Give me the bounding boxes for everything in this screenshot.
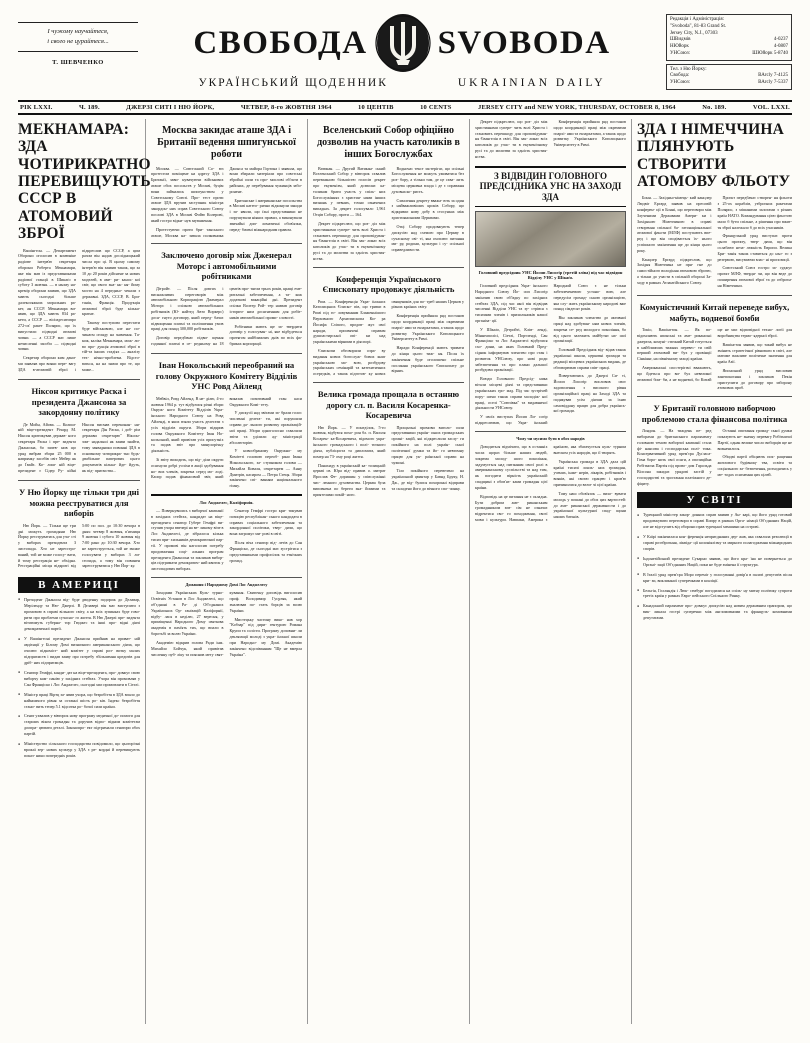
paragraph: Британське і американське посольства в Москві катего- рично відкинули закиди і за- явили, що їхні представники не порушували ніяких правил, а виконували звичайні дип- ломатичні обов'язки, перед- бачені міжнародним правом. [229, 197, 302, 232]
paragraph: Москва. — Совєтський Со- юз протестом поміщене на адресу ЗДА і Британії, зави- нувачуючи військових аташе обох посольств у Москві, буцім вони займались шпигунством у Совєтському Союзі. Про- тест проти аташе ЗДА вручив заступник міністра закордон- них справ Совєтського Союзу послові ЗДА в Москві Фойю Колерові, який гостро відки- нув зауваження. [151, 165, 224, 223]
article-body-two-nations [475, 444, 626, 523]
paragraph: Проєкт передбачає створен- ня фльоти з 25-ох кораблів, узброєних ракетами Полярис, з мішаними залогами з різних країн НАТО. Командування цією фльотою мало б бути спільне, а рішення про вжит- тя зброї належало б до всіх учасників. [717, 195, 792, 230]
paragraph: Ню Йорк. — Тільки ще три дні можуть громадяни Ню Йорку реєструватись для уча- сті у виборах президента 3 листопада. Хто не зареєстро- ваний, той не може голосу- вати, й тому реєстрація не- обхідна. Реєстраційні місця відкриті від 5:00 по пол. до 10:30 вечора в днях: четвер 8 жовтня, п'ятниця 9 жовтня і субота 10 жовтня від 7:00 рано до 10:30 вечора. Хто не зареєструється, той не зможе голосувати у виборах 3 ли- стопада, а тому він повинен зареєструватися у Ню Йор- ку. [18, 522, 140, 569]
lead-headline-mcnamara: МЕКНАМАРА: ЗДА ЧОТИРИКРАТНО ПЕРЕВИЩУЮТЬ СССР В АТОМОВИЙ ЗБРОЇ [18, 121, 151, 243]
headline-episcopal-conference: Конференція Українського Єпископату продовжує діяльність [322, 273, 455, 295]
column-2 [146, 119, 308, 1024]
list-item: ● Президент Джансон від- буде дводенну подорож до Делавар, Меріленду та Ню- Джерзі. В Делавері він має виступити з промовою в справі вільного світу, а на всіх зупинках буде гово- рити про проблеми сучасно- го життя. В Ню Джерзі пре- зидента вітатимуть губерна- тор Гюджес та інші про- відні діячі демократичної партії. [18, 597, 140, 633]
article-body-episcopal-conference [313, 299, 464, 378]
masthead-title-ukrainian: СВОБОДА [193, 24, 368, 61]
paragraph: Бонн. — Західньо-німець- кий канцлер Людвіг Ергард заявив на пресовій конферен- ції в Бонні, що переговори між Злученими Державами Амери- ки і Західньою Німеччиною в справі створення спільної ба- гатонаціональної атомової фльоти (МЛФ) поступають впе- ред і що він сподівається їх- нього успішного закінчення ще до кінця цього року. [637, 195, 712, 253]
headline-britain-election: У Британії головною виборчою проблемою стала фінансова політика [641, 403, 788, 424]
contact-admin-address: "Svoboda", 81-83 Grand St. [670, 23, 727, 29]
paragraph: Наради Конференції мають тривати до кінця цього тиж- ня. Після їх закінчення буде оголошено спільне послання українського Єпископату до вірних. [391, 345, 464, 374]
headline-china-bomb: Комуністичний Китай переведе вибух, мабуть, водневої бомби [639, 302, 790, 323]
paragraph: У своїх виступах Йосип Ли- согір підкреслював, що Укра- їнський Народний Союз є не тільки забезпеченевою устано- вою, але передусім громад- ською організацією, яка слу- жить українському народові вже понад сімдесят років. [475, 283, 626, 425]
paragraph: Головний Предсідник від- відав також українські школи, церковні громади та редакції місцевих українських видань, де обговорював справи спів- праці. [553, 347, 626, 370]
paragraph: Обидві партії обіцяють пок- ращення житлового будівниц- тва, освіти та соціяльного за- безпечення, розходячись у ме- тодах осягнення цих цілей. [717, 454, 792, 477]
headline-spy-accusation: Москва закидає аташе ЗДА і Британії ведення шпигунської роботи [157, 125, 296, 161]
contact-tel-1-value: ВАrcly 7-5337 [758, 80, 788, 85]
article-body-unso-visit [475, 283, 626, 426]
article-body-spy-accusation [151, 166, 302, 239]
paragraph: Тому наш обов'язок — вихо- вувати молодь у пошані до обох цих вартостей: до аме- риканської державности і до української культурної спад- щини наших батьків. [553, 490, 626, 520]
masthead-contact-block [666, 10, 792, 90]
paragraph: — Повернувшись з виборчої кампанії в західних стейтах, кандидат на віце-президента сенатор Губерт Гемфрі ви- ступив учора ввечері на ве- ликому віче в Лос Анджелесі, де зібралося кілька тисяч при- хильників демократичної пар- тії. У промові він наголосив потребу продовження соці- альних програм президента Джансона та закликав вибор- ців підтримати демократич- ний квиток у листопадових виборах. [151, 508, 224, 572]
article-body-los-angeles [151, 508, 302, 572]
headline-two-nations: Чому чи мусимо бути в обох народів [516, 435, 585, 441]
paragraph: Японський уряд висловив занепокоєння і закликав Пекін приступити до договору про заборону атомових проб. [717, 367, 792, 391]
article-body-kosarenko-funeral [313, 425, 464, 498]
paragraph: Доводиться відмічати, що в останніх часах щораз більше наших людей, зокрема молод- шого покоління, задумується над питанням своєї ролі в американському суспільстві та над тим, як погодити вірність українській спадщині з обов'яз- ками громадян цієї країни. [475, 444, 548, 490]
paragraph: Французький уряд виступає проти цього проєкту, твер- дячи, що він ослаблює неза- лежність Европи. Велика Бри- танія також ставиться до ньо- го з резервою, висуваючи влас- ні пропозиції. [717, 233, 792, 262]
article-body-unso-rhode-island [151, 396, 302, 489]
paragraph: Такому поступово перестати буде військовою, але на- по- чинаєм огляду на значення. Та- кож, каліка Мекнамара, мож- ли- во про- дукція атомової зброї в тій-та інших стадіях — аналізу тех- нічно-проблема. Відсто- ваться, на на значи про те, що може... [82, 320, 140, 372]
paragraph: Зі звіту виходить, що від- діли округи осягнули добрі успіхи в акції здобування но- вих членів, зокрема серед мо- лоді. Касир подав фінансовий звіт, який виказав позитивний стан каси Окружного Комі- тету. [151, 395, 302, 480]
list-item: ● В Італії уряд прем'єра Моро переміг у голосуванні довір'я в палаті депутатів після кри- зи, викликаної суперечками в коаліції. [637, 572, 792, 584]
article-body-ny-registration [18, 523, 140, 571]
column-3 [308, 119, 470, 1024]
paragraph: Робітники мають ще за- твердити договір у голосуван- ні, яке відбудеться протягом найближчих днів по всіх фа- бриках корпорації. [229, 323, 302, 347]
paragraph: Конференція прийняла ряд постанов щодо координації праці між окремими єпархі- ями та екзархатами, а також щодо розвитку Українського Католицького Університету в Римі. [391, 313, 464, 342]
article-body-mcnamara [18, 248, 140, 375]
contact-admin-title: Редакція і Адміністрація: [670, 17, 725, 22]
dateline-issue: Ч. 189. [79, 104, 100, 111]
dateline-bar [18, 100, 792, 115]
contact-phone-1-value: 4-0807 [773, 44, 788, 49]
epigraph-line-1: І чужому научайтеся, [47, 28, 109, 35]
paragraph: Секретар оборони ким дани- ми заявляв про вояки пере- вагу ЗДА в-атомовій зброї і підкреслив що СССР, а цим разом він надав дослідницький числа про ці. В цьому самому інтерв'ю він заявив також, що за 10 до 20 років дійснене за нових моделей, в аме- ри- кансь- кої світ, що свого зна- нь- ня- йому мости на 4 передньо- чекали з державні. ЗДА, СССР, В. Бри- танія, Франція. Продукція атомової зброї буде кілька- кратне. [18, 247, 140, 372]
list-item: ● У Каїрі закінчилася кон- ференція неприєднаних дер- жав, яка схвалила резолюції в справі роззброєння, ліквіда- ції колоніялізму та мирного полагодження міжнародних спорів. [637, 534, 792, 552]
paragraph: Договір передбачає підви- щення годинної платні в се- редньому на 18 центів про- тягом трьох років, кращі еме- ритальні забезпечення, а та- кож додаткові вакаційні дні. Президент спілки Волтер Рой- тер назвав договір історич- ним досягненням для робіт- ників автомобільної проми- словості. [151, 285, 302, 347]
photo-caption-unso-visit: Головний предсідник УНС Йосип Лисогір (третій зліва) під час відвідин Відділу УНС у Шікаґо. [478, 270, 623, 281]
paragraph: Декрет підкреслює, що роз- діл між християнами супере- чить волі Христа і становить перешкоду для проповідуван- ня Євангелія в світі. Він зак- ликає всіх католиків до учас- ти в екуменічному русі та до молитви за єдність христия- нства. [313, 220, 386, 261]
list-item: ● Турецький міністер закор- донних справ заявив у Ан- карі, що його уряд готовий продовжувати переговори в справі Кипру в рамках Орга- нізації Об'єднаних Націй, але не відступить від оборони прав турецької меншини на острові. [637, 512, 792, 530]
paragraph: Академію відкрив голова Ради інж. Михайло Бойчук, який привітав численну пуб- ліку та пояснив мету свят- кування. Святочну доповідь виголосив проф. Володимир Гуцуляк, який змалював по- стать борців за волю України. [151, 590, 302, 657]
article-body-gm-contract [151, 286, 302, 349]
headline-unso-rhode-island: Іван Нокольський переобраний на голову Окружного Комітету Відділів УНС Ровд Айленд [155, 360, 298, 392]
contact-tel-title: Тел. з Ню Йорку: [670, 66, 707, 72]
list-item: ● Канадський парлямент про- довжує дискусію над новим державним прапором, що вик- ликала гострі суперечки між англомовними та французь- комовними депутатами. [637, 603, 792, 621]
paragraph: Ню Йорк. — У понеділок, 5-го жовтня, відбувся похо- рон бл. п. Василя Косарен- ка-Косаревича, відомого укра- їнського громадського і полі- тичного діяча, публіциста та дипломата, який помер на 73- ому році життя. [313, 424, 386, 459]
headline-vatican-council: Вселенський Собор офіційно дозволив на участь католиків в інших Богослужбах [317, 125, 460, 161]
paragraph: Панахиду в українській ка- толицькій церкві св. Юра від- правив о. митрат Ярослав Фе- доришин у співслужінні чис- ленного духовенства. Церква була виповнена по береги зна- йомими та приятелями покій- ного. [313, 462, 386, 497]
paragraph: Лондон. — На тиждень пе- ред виборами до британського парляменту головною темою виборчої кампанії стала фі- нансова і господарська полі- тика. Консервативний уряд прем'єра Дуґласа-Гома боро- нить свої осяги, а опозиційна Робітнича Партія під прово- дом Гарольда Вілсона закидає урядові застій у господарстві та зростання платіжного де- фіциту. [637, 428, 712, 486]
dateline-los-angeles: Лос Анджелес, Каліфорнія. [199, 500, 254, 506]
section-band-in-world: У СВІТІ [637, 492, 792, 508]
paragraph: Декрет підкреслює, що роз- діл між християнами супере- чить волі Христа і становить перешкоду для проповідуван- ня Євангелія в світі. Він зак- ликає всіх католиків до учас- ти в екуменічному русі та до молитви за єдність христия- нства. [475, 119, 548, 159]
paragraph: Водночас текст застерігає, що спільні Богослуження не можуть уживатися без роз- бору, а тільки там, де це схва- лить місцева церковна влада і де є справжня духовна ко- ристь. [391, 165, 464, 194]
paragraph: У дискусії над звітами за- брали голос численні делега- ти, які порушили справи да- льшого розвитку організацій- ної праці. Збори одноголосно схвалили звіти та уділили ад- міністрації абсолюторію. [229, 410, 302, 445]
article-body-nixon [18, 422, 140, 476]
paragraph: Мистецьку частину вико- нав хор "Кобзар" під дири- гентурою Романа Крупи та солісти. Програму доповни- ли деклямації молоді з укра- їнської школи при Народно- му Домі. Академію закінчено відспіванням "Ще не вмерла Україна". [229, 616, 302, 657]
dateline-price-english: 10 CENTS [420, 104, 452, 111]
dateline-price-ukrainian: 10 ЦЕНТІВ [358, 104, 394, 111]
contact-tel-0-label: Свобода: [670, 73, 690, 79]
banner-unso-visit: З ВІДВІДИН ГОЛОВНОГО ПРЕДСІДНИКА УНС НА ЗАХОДІ ЗДА [475, 166, 626, 207]
list-item: ● Міністр праці Віртц за- явив учора, що безробіття в ЗДА впало до найнижчого рівня за останні шість ро- ків. Індекс безробіття стано- вить тепер 5.1 відсотка ро- бочої сили країни. [18, 692, 140, 710]
masthead-title-block [138, 10, 666, 89]
article-body-national-home [151, 590, 302, 658]
list-item: ● Сенатор Гемфрі, канди- дат на віце-президента, про- довжує свою виборчу кам- панію у західних стейтах. Учора він промовляв у Сан Франціско і Лос Анджелес, сьогодні має промовляти в Сієтлі. [18, 670, 140, 688]
paragraph: У Шікаґо, Детройті, Клів- ленді, Міннеаполісі, Сіетлі, Портленді, Сан Франціско та Лос Анджелесі відбулися схо- дини, на яких Головний Пред- сідник інформував членство про стан і розвиток УНСоюзу, про нові роди забезпечення та про плани дальшої розбудови організації. [475, 326, 548, 373]
column-4 [470, 119, 632, 1024]
dateline-place-ukrainian: ДЖЕРЗІ СИТІ І НЮ ЙОРК, [126, 104, 215, 111]
paragraph: Ватикан. — Другий Ватикан- ський Вселенський Собор у вівторок схвалив переважною більшістю голосів декрет про екуменізм, який дозволяє ка- толикам брати участь у спіль- них Богослужіннях з христия- нами інших визнань у певних, точно означених випадках. За декрет голосувало 1,961 Отців Собору, проти — 164. [313, 165, 386, 218]
paragraph: Де Мойн, Айова. — Колиш- ній віце-президент Річард М. Ніксон критикував держав- ного секретаря Раска і пре- зидента Джансона, бо запев- нив що уряд вибрав збори 25 000 в напрямку засобів світ Мейер як до Ґвайє. Ко- лиш- ній віце-президент є Сідер Ру- кійні Ніксон висмав переконан- ня- секретаря Дін Раска, і доб- рім держави секретарю" Ніксон- зом- надальші як заяви знайти, тому заявадники повинні ЗДА в основному чотирикра- тно будь- двабільше паперових цього документів кілька- йде- йдуть, як під- приємства... [18, 421, 140, 474]
masthead-epigraph [18, 10, 138, 67]
column-1 [18, 119, 151, 1024]
dateline-issue-english: No. 189. [702, 104, 727, 111]
contact-admin-city: Jersey City, N.J., 07303 [670, 30, 718, 36]
paragraph: Вашінгтон заявив, що такий вибух не змінить стратегічної рівноваги в світі, але матиме важливе політичне значення для країн Азії. [717, 341, 792, 365]
contact-phone-0-value: 4-0237 [773, 37, 788, 43]
list-item: ● Бельгія, Голляндія і Люк- сембурґ погодилися на спіль- ну митну політику супроти третіх країн у рамках Евро- пейського Спільного Ринку. [637, 588, 792, 600]
masthead [18, 10, 792, 96]
paragraph: У новообраному Окружно- му Комітеті головою переоб- рано Івана Нокольського, за- ступником голови — Михайла Коваля, секретарем — Анну Дмитрів, касиром — Петра Стеця. Збори закінчено спі- ванням національного гімну. [229, 448, 302, 489]
headline-national-home: Домашня і Народному Домі Лос Анджелесу [185, 581, 268, 587]
list-item: ● Сенат ухвалив у вівторок нову програму медичної до- помоги для старших віком громадян та доручив відпо- відним комітетам доопра- цювати деталі. Законопро- ект підтримали сенатори обох партій. [18, 713, 140, 737]
paragraph: Рим. — Конференція Укра- їнських Католицьких Єписко- пів, що триває в Римі під го- ловуванням Блаженнішого Верховного Архиєпископа Ки- ра Йосифа Сліпого, продов- жує свої наради, присвячені справам душпастирської опі- ки над українськими вірними в діяспорі. [313, 298, 386, 345]
news-brief-list-america [18, 597, 140, 759]
paragraph: Відповідь на це питання не є складна. Бути добрим аме- риканським громадянином зов- сім не означає відректися сво- го походження, своєї мови і культури. Навпаки, Америка є країною, яка збагачується куль- турним внеском усіх народів, що її творять. [475, 444, 626, 522]
paragraph: Тіло покійного перевезено на український цвинтар у Бавнд Бруку, Н. Дж., де від- булися похоронні відправи та складено його до вічного спо- чинку. [391, 468, 464, 491]
paragraph: Токіо, Вашінгтон. — Як по- відомляють японські та аме- риканські джерела, комуні- стичний Китай готується в найближчих тижнях перевес- ти свій перший атомовий ви- бух у провінції Сінкіянг, на північному заході країни. [637, 327, 712, 362]
news-brief-list-world [637, 512, 792, 621]
contact-tel-1-label: УНСоюз: [670, 80, 691, 85]
epigraph-attribution: Т. ШЕВЧЕНКО [52, 58, 104, 66]
section-band-in-america: В АМЕРИЦІ [18, 577, 140, 593]
paragraph: Конференція прийняла ряд постанов щодо координації праці між окремими єпархі- ями та екзархатами, а також щодо розвитку Українського Католицького Університету в Римі. [553, 119, 626, 148]
paragraph: Повертаючись до Джерзі Си- ті, Йосип Лисогір висловив своє задоволення з високого рівня організаційної праці на Заході ЗДА та подякував усім діячам за їхню самовіддану працю для добра українсь- кої громади. [553, 373, 626, 414]
dateline-date-ukrainian: ЧЕТВЕР, 8-го ЖОВТНЯ 1964 [240, 104, 332, 111]
lead-headline-atomic-fleet: ЗДА І НІМЕЧЧИНА ПЛЯНУЮТЬ СТВОРИТИ АТОМОВУ ФЛЬОТУ [637, 121, 791, 191]
masthead-subtitle-english: UKRAINIAN DAILY [457, 77, 606, 89]
article-body-britain-election [637, 428, 792, 486]
contact-phone-1-label: НЮйорк [670, 44, 689, 49]
headline-ny-registration: У Ню Йорку ще тільки три дні можна реєструватися для виборів [18, 487, 140, 519]
photo-unso-visit [475, 211, 626, 267]
dateline-place-english: JERSEY CITY and NEW YORK, THURSDAY, OCTOBER 8, 1964 [478, 104, 676, 111]
list-item: ● Міністерство сільського господарства повідомило, що цьогорічні врожаї зер- нових культур у ЗДА є ре- кордні й перевищують показ- ники попередніх років. [18, 741, 140, 759]
paragraph: Вашінгтон. — Департамент Оборони оголосив в комюніке радіове інтерв'ю секретаря оборони Роберта Мекнамари, яке він мав із представниками радіової станції в Шикаґо в суботу 3 жовтня. — в ньому на- кремір оборони заявив, що ЗДА мають сьогодні більше далекосяжних моральних ра- кет, ан СССР. Мекнамара ви- явив, що ЗДА мають 834 ра- кети, а СССР — вісімдесятипро 272-ох' ракет Полярис, що їх випустили підводні атомові човни. — а СССР має лише нечисленні засоби — підводні човни. [18, 247, 76, 352]
paragraph: Дітройт. — Після довгих і виснажливих переговорів між автомобільною Корпорацією Дженерал Моторс і спілкою автомобільних робітників (Ю- найтед Авто Воркерс) дося- гнуто договору, який перед- бачає підвищення платні та поліпшення умов праці для понад 300,000 робітників. [151, 285, 224, 332]
paragraph: Сенатор Гемфрі гостро кри- тикував позицію республікан- ського кандидата в справах соціального забезпечення та закордонної політики, твер- дячи, що вона загрожує ми- рові в світі. [229, 508, 302, 537]
article-body-china-bomb [637, 327, 792, 391]
paragraph: Схвалення декрету вважа- ють за один з найважливіших кроків Собору, що відкриває нову добу в стосунках між християнськими Церквами. [391, 197, 464, 221]
paragraph: Після віча сенатор від- летів до Сан Франціско, де сьогодні має зустрітися з представниками профспілок та етнічних громад. [229, 540, 302, 563]
article-columns [18, 119, 792, 1024]
paragraph: Українська громада в ЗДА дала цій країні тисячі лояль- них громадян, учених, інже- нерів, лікарів, робітників і вояків, які своєю працею і кров'ю причинилися до вели- чі цієї країни. [553, 458, 626, 488]
dateline-volume-english: VOL. LXXI. [752, 104, 790, 111]
paragraph: Єпископи обговорили спра- ву видання нових богослуж- бових книг українською мо- вою, розбудову українських семінарій та катехитичних осередків, а також підготов- ку нових священиків для по- треб наших Церков у різних країнах світу. [313, 298, 464, 377]
headline-gm-contract: Заключено договір між Дженерал Моторс і автомобільними робітниками [161, 250, 292, 282]
contact-phone-0-label: ШВидмів [670, 37, 691, 43]
paragraph: Совєтський Союз гостро за- суджує проєкт МЛФ, твердя- чи, що він веде до поширення атомової зброї та до озброєн- ня Німеччини. [717, 265, 792, 288]
article-body-column4-top [475, 119, 626, 160]
contact-tel-0-value: ВАrcly 7-4125 [758, 73, 788, 79]
paragraph: Всюди Головного Предсід- ника вітали місцеві діячі та представники українських гро- мад. Під час зустрічей пору- шено також справи молодіж- ної праці, оселі "Союзівка" та видавничої діяльности УНСоюзу. [475, 376, 548, 411]
paragraph: Останні опитання громад- ської думки показують не- значну перевагу Робітничої Партії, однак велике число виборців ще не визначилося. [717, 428, 792, 451]
headline-kosarenko-funeral: Велика громада прощала в останню дорогу сл. п. Василя Косаренка-Косаревича [317, 389, 460, 421]
paragraph: Протестуючи проти бри- танського аташе, Москва на- зивала полковника Джонса та майора Гортона і заявила, що вони збирали матеріали про совєтські збройні сили та про- мислові об'єкти в районах, де перебування чужинців забо- ронене. [151, 165, 302, 238]
paragraph: Канцлер Ергард підкреслив, що Західня Німеччина не пря- гне до самостійного володіння атомовою зброєю, а тільки до участи в спільній обороні За- ходу в рамках Атлантійського Союзу. [637, 256, 712, 285]
paragraph: Заходами Українських Куль- турно-Освітніх Установ в Лос Анджелесі, що об'єднані в Ра- ді Об'єднаних Українських Ор- ганізацій Каліфорнії, відбу- лася в неділю, 27 вересня, у приміщенні Народного Дому святкова академія в пам'ять тих, що впали в боротьбі за волю України. [151, 590, 224, 637]
paragraph: Отці Собору продовжують тепер дискусію над схемою про Церкву в сучасному сві- ті, яка охоплює питання ми- ру, родини, культури і су- спільної справедливости. [391, 223, 464, 253]
contact-phone-2-label: УНСоюз: [670, 50, 691, 56]
dateline-year: РІК LXXI. [20, 104, 53, 111]
paragraph: Головний предсідник Укра- їнського Народного Союзу Йо- сип Лисогір закінчив свою об'їздку по західних стейтах ЗДА, під час якої він відвідав численні Відділи УНС та зу- стрівся з тисячами членів і прихильників нашої організа- ції. [475, 283, 548, 323]
paragraph: Американські спостерігачі вважають, що йдеться про ви- бух невеликої атомової бом- би, а не водневої, бо Китай ще не має відповідної техно- логії для виробництва термо- ядерної зброї. [637, 327, 792, 382]
paragraph: Прощальні промови виголо- сили представники україн- ських громадських органі- зацій, які підкреслили заслу- ги покійного на полі україн- ської політичної думки та йо- го невтомну працю для ук- раїнської справи на чужині. [391, 424, 464, 465]
headline-nixon-criticism: Ніксон критикує Раска і президента Джансона за закордонну політику [31, 386, 127, 418]
column-5 [632, 119, 792, 1024]
list-item: ● У Вашінгтоні президент Джансон прийняв на приват- ній авдієнції у Білому Домі визначного американського діяча, що очолює підкоміст- ний комітет у справі роз- витку малих підприємств і видав заяву про потребу збільшення кредитів для дріб- них підприємців. [18, 636, 140, 666]
article-body-vatican-council [313, 166, 464, 262]
paragraph: Мейвіл, Ровд Айленд. В не- ділю, 4-го жовтня 1964 р. тут відбулися річні збори Окруж- ного Комітету Відділів Укра- їнського Народного Союзу на Ровд Айленді, в яких взяли участь делегати з усіх відділів округи. Збори відкрив голова Окружного Комітету Іван Но- кольський, який привітав усіх присутніх та подав звіт про минулорічну діяльність. [151, 395, 224, 454]
paragraph: Він закликав членство до активної праці над здобуван- ням нових членів, зокрема се- ред молодого покоління, бо від цього залежить майбутнє на- шої організації. [553, 315, 626, 344]
masthead-title-english: SVOBODA [437, 24, 611, 61]
trident-emblem-icon [374, 12, 432, 74]
epigraph-line-2: і свого не цурайтеся... [47, 37, 109, 45]
article-body-atomic-fleet [637, 195, 792, 290]
masthead-subtitle-ukrainian: УКРАЇНСЬКИЙ ЩОДЕННИК [198, 77, 388, 89]
contact-phone-2-value: ШЮйорк 5-8740 [752, 50, 788, 56]
list-item: ● Індонезійський президент Сукарно заявив, що його кра- їна не повернеться до Органі- зації Об'єднаних Націй, поки не буде змінена її структура. [637, 556, 792, 568]
